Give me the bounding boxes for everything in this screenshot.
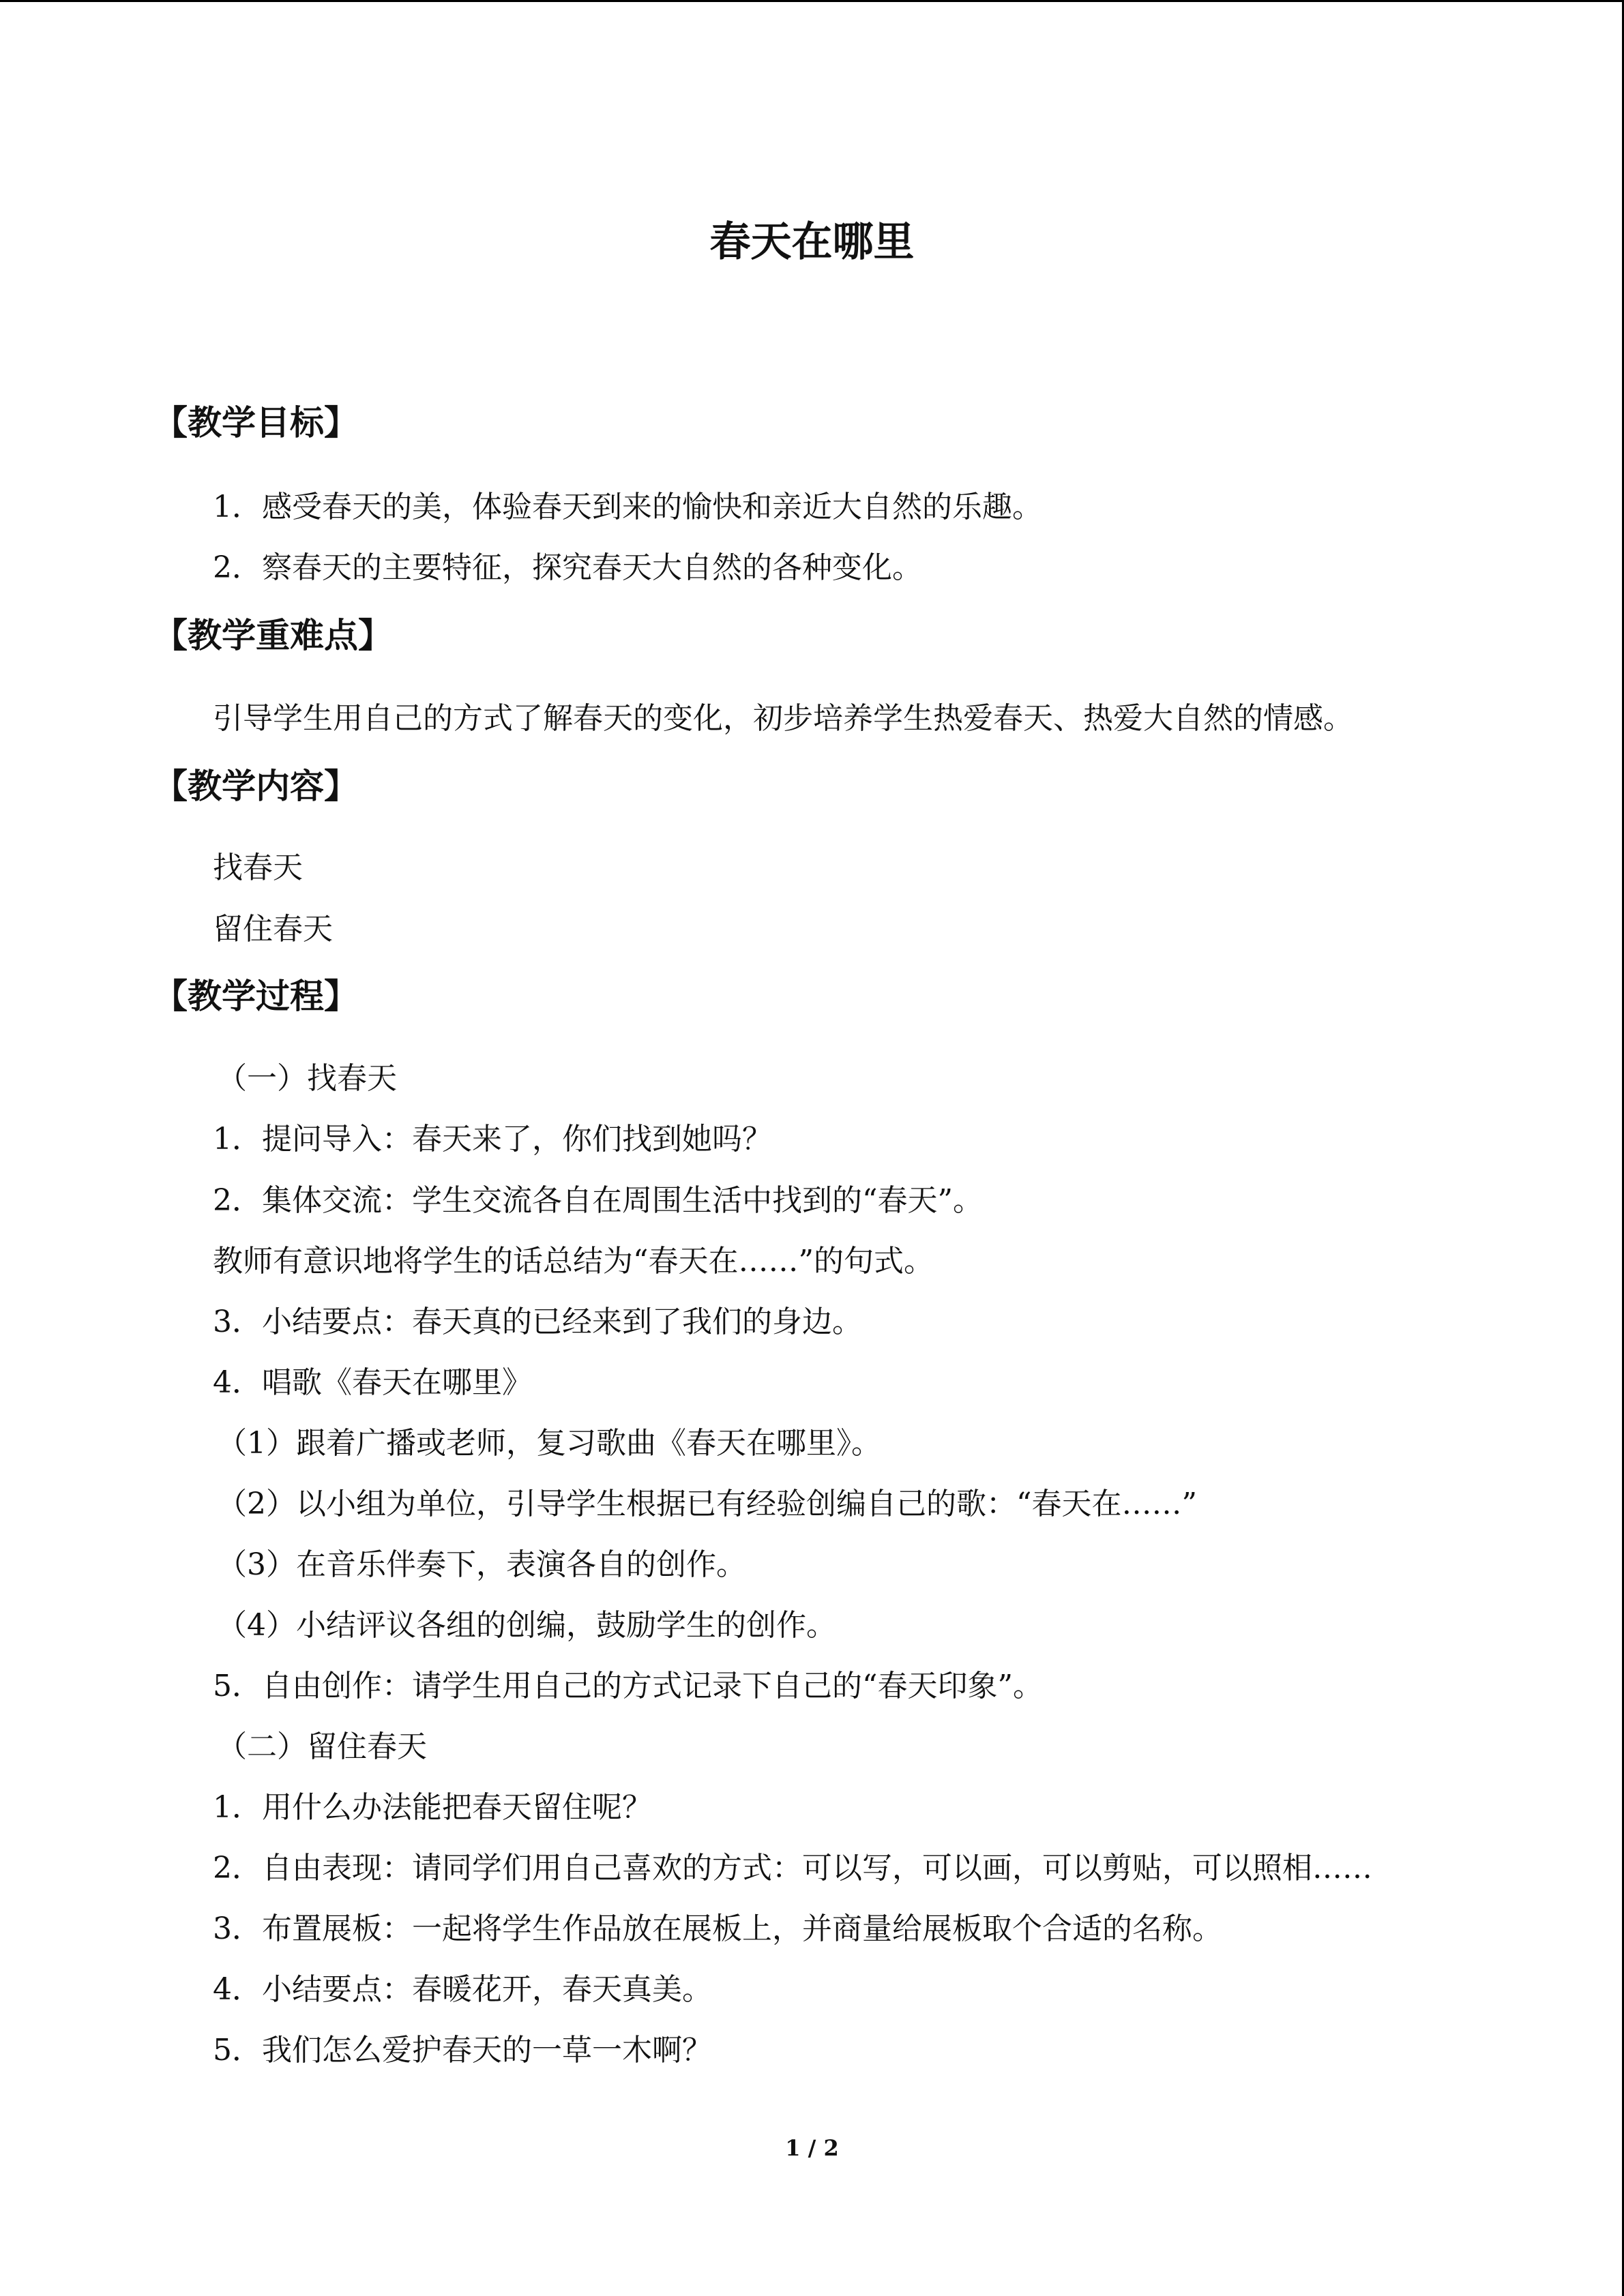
process-line: （2）以小组为单位，引导学生根据已有经验创编自己的歌：“春天在……”	[217, 1487, 1197, 1521]
process-line: 4．唱歌《春天在哪里》	[213, 1365, 532, 1400]
heading-teaching-goals: 【教学目标】	[153, 402, 358, 443]
heading-key-points: 【教学重难点】	[153, 615, 392, 655]
goal-item: 1．感受春天的美，体验春天到来的愉快和亲近大自然的乐趣。	[213, 490, 1042, 524]
goal-item: 2．察春天的主要特征，探究春天大自然的各种变化。	[213, 550, 922, 585]
key-points-text: 引导学生用自己的方式了解春天的变化，初步培养学生热爱春天、热爱大自然的情感。	[213, 701, 1353, 736]
page-number: 1 / 2	[785, 2135, 839, 2161]
process-line: 5．我们怎么爱护春天的一草一木啊？	[213, 2033, 712, 2068]
process-line: （4）小结评议各组的创编，鼓励学生的创作。	[217, 1608, 836, 1643]
page-border-top	[0, 0, 1624, 2]
process-subheading: （一）找春天	[217, 1061, 397, 1096]
document-title: 春天在哪里	[709, 218, 915, 266]
process-subheading: （二）留住春天	[217, 1729, 427, 1764]
content-item: 留住春天	[213, 912, 333, 946]
content-item: 找春天	[213, 850, 303, 885]
process-line: 3．布置展板：一起将学生作品放在展板上，并商量给展板取个合适的名称。	[213, 1911, 1222, 1946]
process-line: 3．小结要点：春天真的已经来到了我们的身边。	[213, 1304, 862, 1339]
process-line: （3）在音乐伴奏下，表演各自的创作。	[217, 1547, 746, 1582]
process-line: 1．用什么办法能把春天留住呢？	[213, 1790, 652, 1825]
process-line: 4．小结要点：春暖花开，春天真美。	[213, 1972, 712, 2007]
process-line: 5．自由创作：请学生用自己的方式记录下自己的“春天印象”。	[213, 1669, 1043, 1703]
process-line: 1．提问导入：春天来了，你们找到她吗？	[213, 1122, 772, 1157]
heading-teaching-process: 【教学过程】	[153, 976, 358, 1016]
process-line: 2．集体交流：学生交流各自在周围生活中找到的“春天”。	[213, 1183, 983, 1218]
process-line: 2．自由表现：请同学们用自己喜欢的方式：可以写，可以画，可以剪贴，可以照相……	[213, 1851, 1372, 1885]
heading-teaching-content: 【教学内容】	[153, 766, 358, 806]
process-line: 教师有意识地将学生的话总结为“春天在……”的句式。	[213, 1244, 934, 1279]
process-line: （1）跟着广播或老师，复习歌曲《春天在哪里》。	[217, 1426, 881, 1461]
